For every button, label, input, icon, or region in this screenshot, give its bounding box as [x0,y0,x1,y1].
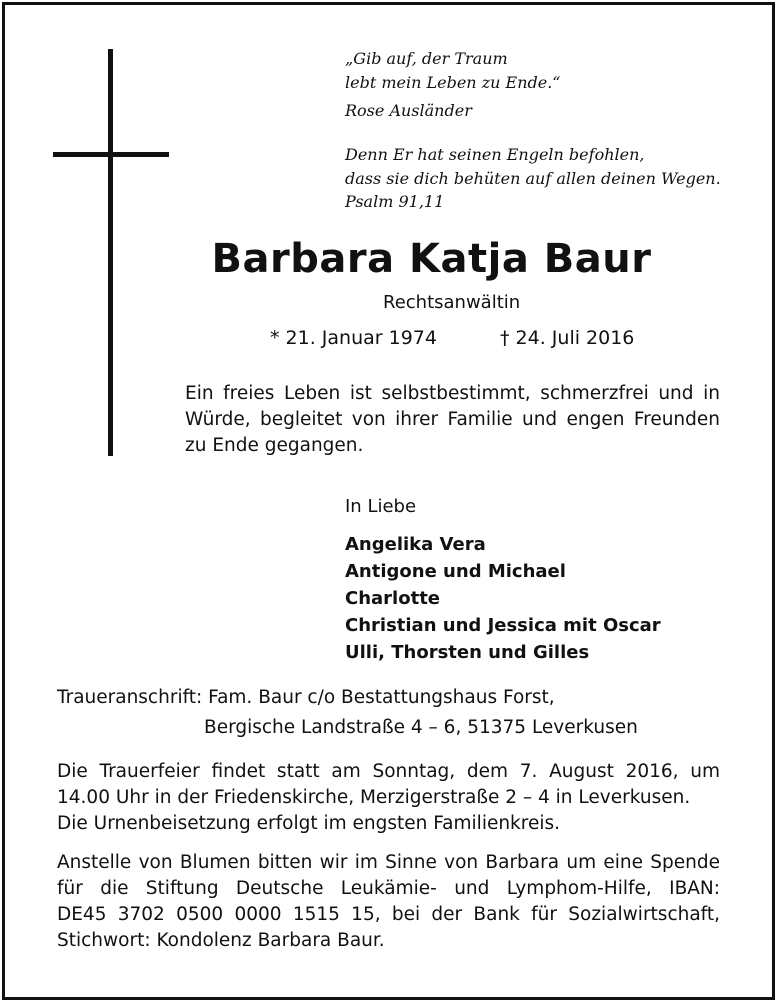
intro-paragraph [185,381,720,459]
donation-line: DE45 3702 0500 0000 1515 15, bei der Bank für Sozialwirtschaft, [57,904,720,925]
donation-line: Anstelle von Blumen bitten wir im Sinne von Barbara um eine Spende [57,852,720,873]
intro-line: zu Ende gegangen. [185,435,364,456]
cross-horizontal-bar [53,152,169,157]
mourning-address-line2: Bergische Landstraße 4 – 6, 51375 Leverkusen [204,717,638,738]
intro-line: Ein freies Leben ist selbstbestimmt, schmerzfrei und in [185,383,720,404]
ceremony-line: 14.00 Uhr in der Friedenskirche, Merzigerstraße 2 – 4 in Leverkusen. [57,787,691,808]
mourning-address-line1: Traueranschrift: Fam. Baur c/o Bestattungshaus Forst, [57,687,555,708]
psalm-line: Denn Er hat seinen Engeln befohlen, [345,145,645,164]
birth-date: * 21. Januar 1974 [270,327,437,349]
ceremony-paragraph [57,759,720,837]
quote-author: Rose Ausländer [345,101,472,120]
donation-paragraph [57,850,720,954]
mourner-name: Antigone und Michael [345,561,566,582]
psalm-text [345,143,721,191]
ceremony-line: Die Trauerfeier findet statt am Sonntag, dem 7. August 2016, um [57,761,720,782]
ceremony-line: Die Urnenbeisetzung erfolgt im engsten Familienkreis. [57,813,561,834]
death-date: † 24. Juli 2016 [500,327,635,349]
mourners-heading: In Liebe [345,496,417,517]
psalm-reference: Psalm 91,11 [345,192,445,211]
quote-line: „Gib auf, der Traum [345,49,508,68]
intro-line: Würde, begleitet von ihrer Familie und engen Freunden [185,409,720,430]
donation-line: Stichwort: Kondolenz Barbara Baur. [57,930,385,951]
mourners-list [345,531,661,666]
mourner-name: Angelika Vera [345,534,486,555]
deceased-name [0,236,775,282]
deceased-profession: Rechtsanwältin [383,292,521,313]
mourner-name: Christian und Jessica mit Oscar [345,615,661,636]
quote-text [345,47,560,95]
psalm-line: dass sie dich behüten auf allen deinen Wegen. [345,169,721,188]
quote-line: lebt mein Leben zu Ende.“ [345,73,561,92]
mourner-name: Charlotte [345,588,441,609]
mourner-name: Ulli, Thorsten und Gilles [345,642,590,663]
deceased-name-text: Barbara Katja Baur [211,236,652,282]
donation-line: für die Stiftung Deutsche Leukämie- und Lymphom-Hilfe, IBAN: [57,878,720,899]
